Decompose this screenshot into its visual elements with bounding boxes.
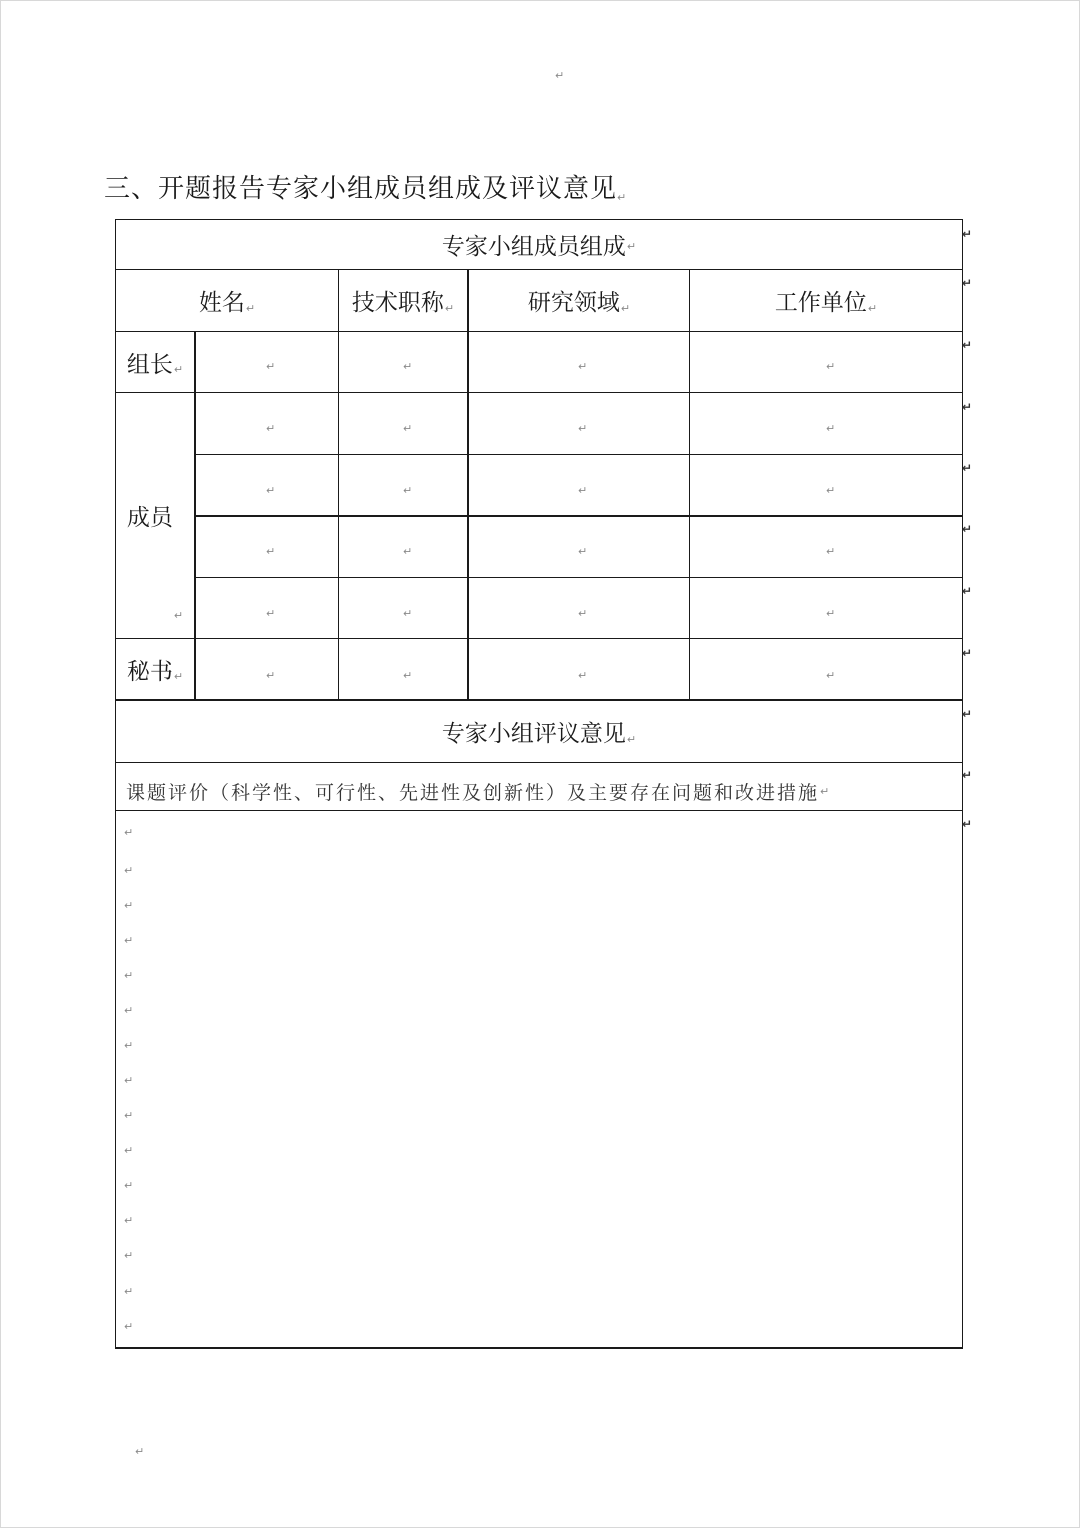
- row-end-mark: ↵: [962, 276, 973, 290]
- cell-input-title[interactable]: ↵: [403, 607, 413, 620]
- header-organization: [690, 270, 962, 331]
- role-secretary: [116, 639, 194, 699]
- cell-input-organization[interactable]: ↵: [826, 607, 836, 620]
- header-name: [116, 270, 338, 331]
- comment-line[interactable]: ↵: [124, 1285, 134, 1298]
- role-secretary-text: 秘书: [126, 658, 173, 685]
- row-end-mark: ↵: [962, 646, 973, 660]
- review-prompt-text: 课题评价（科学性、可行性、先进性及创新性）及主要存在问题和改进措施: [126, 781, 820, 804]
- cell-input-name[interactable]: ↵: [266, 360, 276, 373]
- section-heading-text: 三、开题报告专家小组成员组成及评议意见: [104, 174, 618, 204]
- table-vline: [194, 331, 196, 700]
- comment-line[interactable]: ↵: [124, 826, 134, 839]
- comment-line[interactable]: ↵: [124, 1249, 134, 1262]
- table-hline: [195, 454, 963, 455]
- paragraph-mark: ↵: [617, 191, 628, 204]
- table-hline: [195, 577, 963, 578]
- cell-input-organization[interactable]: ↵: [826, 360, 836, 373]
- comment-line[interactable]: ↵: [124, 864, 134, 877]
- cell-input-organization[interactable]: ↵: [826, 545, 836, 558]
- row-end-mark: ↵: [962, 461, 973, 475]
- cell-input-organization[interactable]: ↵: [826, 669, 836, 682]
- role-leader: [116, 332, 194, 392]
- table-hline: [195, 515, 963, 517]
- paragraph-mark: ↵: [867, 302, 878, 315]
- header-title: [339, 270, 467, 331]
- header-name-text: 姓名: [198, 290, 245, 316]
- comment-line[interactable]: ↵: [124, 899, 134, 912]
- cell-input-name[interactable]: ↵: [266, 607, 276, 620]
- cell-input-name[interactable]: ↵: [266, 545, 276, 558]
- paragraph-mark: ↵: [173, 609, 184, 622]
- section-heading: [104, 168, 627, 205]
- review-section-title-text: 专家小组评议意见: [441, 721, 626, 747]
- review-section-title: [116, 701, 962, 762]
- bottom-paragraph-mark: ↵: [135, 1445, 145, 1458]
- comment-line[interactable]: ↵: [124, 1004, 134, 1017]
- comment-line[interactable]: ↵: [124, 1144, 134, 1157]
- cell-input-field[interactable]: ↵: [578, 360, 588, 373]
- cell-input-title[interactable]: ↵: [403, 545, 413, 558]
- cell-input-organization[interactable]: ↵: [826, 484, 836, 497]
- role-members-text: 成员: [126, 505, 173, 531]
- row-end-mark: ↵: [962, 817, 973, 831]
- table-vline: [338, 269, 339, 700]
- review-prompt: [126, 772, 831, 810]
- row-end-mark: ↵: [962, 400, 973, 414]
- table-hline: [115, 331, 963, 332]
- cell-input-name[interactable]: ↵: [266, 422, 276, 435]
- top-paragraph-mark: ↵: [555, 69, 565, 82]
- table-bottom-border: [115, 1347, 963, 1349]
- cell-input-name[interactable]: ↵: [266, 669, 276, 682]
- cell-input-title[interactable]: ↵: [403, 422, 413, 435]
- header-organization-text: 工作单位: [774, 290, 867, 316]
- cell-input-title[interactable]: ↵: [403, 360, 413, 373]
- row-end-mark: ↵: [962, 338, 973, 352]
- table-hline: [115, 638, 963, 639]
- paragraph-mark: ↵: [620, 302, 631, 315]
- comment-line[interactable]: ↵: [124, 1039, 134, 1052]
- table-hline: [115, 392, 963, 393]
- members-section-title: [116, 220, 962, 269]
- header-field: [469, 270, 689, 331]
- header-title-text: 技术职称: [351, 290, 444, 316]
- row-end-mark: ↵: [962, 522, 973, 536]
- comment-line[interactable]: ↵: [124, 1214, 134, 1227]
- cell-input-field[interactable]: ↵: [578, 422, 588, 435]
- paragraph-mark: ↵: [173, 363, 184, 376]
- members-section-title-text: 专家小组成员组成: [441, 234, 626, 260]
- table-vline: [467, 269, 469, 700]
- role-members: [116, 393, 194, 638]
- comment-line[interactable]: ↵: [124, 1109, 134, 1122]
- comment-line[interactable]: ↵: [124, 1179, 134, 1192]
- paragraph-mark: ↵: [444, 302, 455, 315]
- paragraph-mark: ↵: [820, 784, 832, 798]
- role-leader-text: 组长: [126, 351, 173, 378]
- row-end-mark: ↵: [962, 768, 973, 782]
- header-field-text: 研究领域: [527, 290, 620, 316]
- comment-line[interactable]: ↵: [124, 1074, 134, 1087]
- row-end-mark: ↵: [962, 227, 973, 241]
- table-vline: [689, 269, 690, 700]
- cell-input-title[interactable]: ↵: [403, 669, 413, 682]
- cell-input-organization[interactable]: ↵: [826, 422, 836, 435]
- paragraph-mark: ↵: [245, 302, 256, 315]
- comment-line[interactable]: ↵: [124, 969, 134, 982]
- table-hline: [115, 810, 963, 811]
- paragraph-mark: ↵: [626, 733, 637, 746]
- cell-input-title[interactable]: ↵: [403, 484, 413, 497]
- comment-line[interactable]: ↵: [124, 934, 134, 947]
- paragraph-mark: ↵: [626, 240, 637, 253]
- cell-input-field[interactable]: ↵: [578, 607, 588, 620]
- cell-input-field[interactable]: ↵: [578, 545, 588, 558]
- paragraph-mark: ↵: [173, 670, 184, 683]
- table-right-border: [962, 219, 963, 1349]
- cell-input-field[interactable]: ↵: [578, 669, 588, 682]
- cell-input-field[interactable]: ↵: [578, 484, 588, 497]
- row-end-mark: ↵: [962, 584, 973, 598]
- table-hline: [115, 762, 963, 763]
- comment-line[interactable]: ↵: [124, 1320, 134, 1333]
- cell-input-name[interactable]: ↵: [266, 484, 276, 497]
- row-end-mark: ↵: [962, 707, 973, 721]
